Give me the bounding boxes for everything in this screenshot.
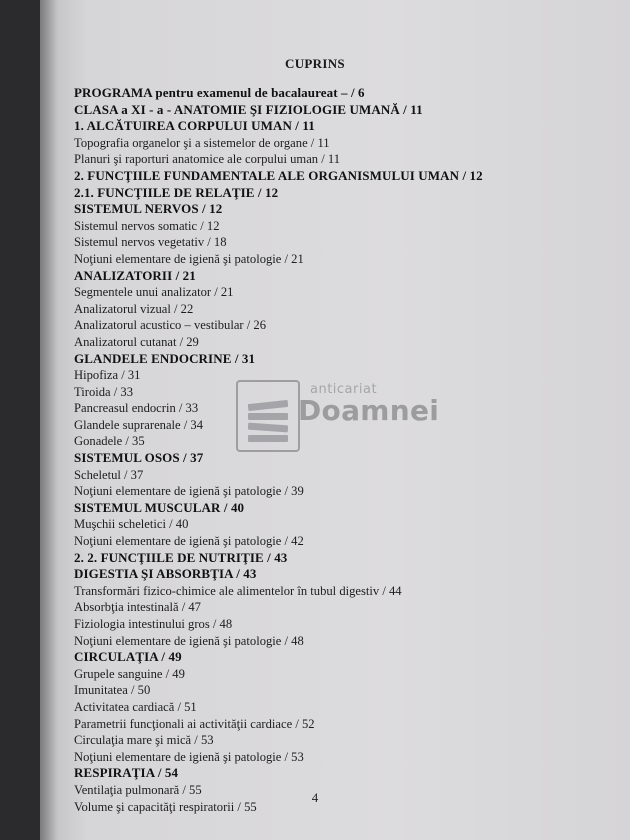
toc-item: Fiziologia intestinului gros / 48 <box>74 617 233 631</box>
toc-heading: SISTEMUL NERVOS / 12 <box>74 201 223 217</box>
toc-item: Sistemul nervos vegetativ / 18 <box>74 235 227 250</box>
toc-item: Parametrii funcţionali ai activităţii cardiace / 52 <box>74 716 315 731</box>
toc-item: Noţiuni elementare de igienă şi patologie / 39 <box>74 484 304 499</box>
toc-item: Volume şi capacităţi respiratorii / 55 <box>74 799 257 814</box>
table-of-contents <box>74 85 514 815</box>
toc-item: Analizatorul acustico – vestibular / 26 <box>74 318 266 333</box>
toc-item: Tiroida / 33 <box>74 384 134 399</box>
toc-heading: RESPIRAŢIA / 54 <box>74 765 179 781</box>
toc-heading: CLASA a XI - a - ANATOMIE ŞI FIZIOLOGIE UMANĂ / 11 <box>74 101 423 117</box>
watermark-line2: Doamnei <box>298 394 440 427</box>
page-number: 4 <box>311 790 319 805</box>
toc-item: Transformări fizico-chimice ale alimentelor în tubul digestiv / 44 <box>74 583 402 598</box>
toc-heading: ANALIZATORII / 21 <box>74 267 196 283</box>
toc-item: Ventilaţia pulmonară / 55 <box>74 782 202 797</box>
toc-item: Planuri şi raporturi anatomice ale corpului uman / 11 <box>74 152 341 167</box>
page-gutter-shadow <box>40 0 58 840</box>
toc-heading: 2.1. FUNCŢIILE DE RELAŢIE / 12 <box>74 184 279 200</box>
toc-item: Gonadele / 35 <box>74 434 145 449</box>
toc-heading: DIGESTIA ŞI ABSORBŢIA / 43 <box>74 566 257 582</box>
toc-heading: GLANDELE ENDOCRINE / 31 <box>74 350 256 366</box>
toc-item: Grupele sanguine / 49 <box>74 666 185 681</box>
toc-item: Scheletul / 37 <box>74 467 144 482</box>
watermark-line1: anticariat <box>310 382 378 397</box>
toc-item: Muşchii scheletici / 40 <box>74 517 189 532</box>
toc-heading: 2. FUNCŢIILE FUNDAMENTALE ALE ORGANISMULUI UMAN / 12 <box>74 167 483 183</box>
toc-item: Pancreasul endocrin / 33 <box>74 401 199 416</box>
page-title: CUPRINS <box>285 56 345 71</box>
toc-item: Sistemul nervos somatic / 12 <box>74 218 220 233</box>
toc-heading: SISTEMUL OSOS / 37 <box>74 450 204 466</box>
toc-heading: SISTEMUL MUSCULAR / 40 <box>74 499 245 515</box>
toc-item: Noţiuni elementare de igienă şi patologie / 53 <box>74 749 304 764</box>
toc-item: Absorbţia intestinală / 47 <box>74 600 201 615</box>
toc-item: Topografia organelor şi a sistemelor de organe / 11 <box>74 135 330 150</box>
toc-item: Activitatea cardiacă / 51 <box>74 699 197 714</box>
toc-item: Glandele suprarenale / 34 <box>74 417 204 432</box>
toc-item: Hipofiza / 31 <box>74 368 141 383</box>
toc-item: Analizatorul cutanat / 29 <box>74 334 199 349</box>
toc-heading: PROGRAMA pentru examenul de bacalaureat – / 6 <box>74 85 365 100</box>
toc-heading: 1. ALCĂTUIREA CORPULUI UMAN / 11 <box>74 118 315 134</box>
toc-item: Noţiuni elementare de igienă şi patologie / 42 <box>74 534 304 549</box>
toc-item: Circulaţia mare şi mică / 53 <box>74 733 214 748</box>
toc-item: Segmentele unui analizator / 21 <box>74 285 234 300</box>
toc-item: Imunitatea / 50 <box>74 683 151 698</box>
toc-heading: CIRCULAŢIA / 49 <box>74 649 182 665</box>
toc-item: Noţiuni elementare de igienă şi patologie / 48 <box>74 633 304 648</box>
toc-item: Noţiuni elementare de igienă şi patologie / 21 <box>74 251 304 266</box>
toc-heading: 2. 2. FUNCŢIILE DE NUTRIŢIE / 43 <box>74 549 288 565</box>
toc-item: Analizatorul vizual / 22 <box>74 301 194 316</box>
